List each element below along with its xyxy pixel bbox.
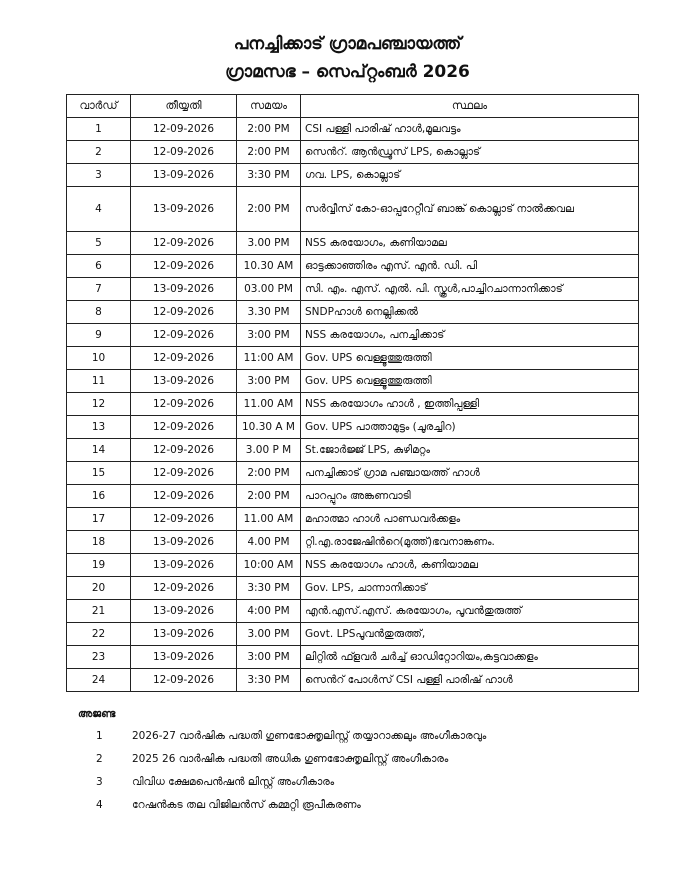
venue-cell: CSI പള്ളി പാരിഷ് ഹാൾ,മൂലവട്ടം bbox=[301, 118, 639, 141]
ward-cell: 8 bbox=[67, 301, 131, 324]
venue-cell: St.ജോർജ്ജ് LPS, കുഴിമറ്റം bbox=[301, 439, 639, 462]
agenda-item-text: 2026-27 വാർഷിക പദ്ധതി ഗുണഭോക്തൃലിസ്റ്റ് തയ്യാറാക്കലും അംഗീകാരവും bbox=[132, 730, 487, 742]
venue-cell: SNDPഹാൾ നെല്ലിക്കൽ bbox=[301, 301, 639, 324]
date-cell: 12-09-2026 bbox=[131, 439, 237, 462]
ward-cell: 24 bbox=[67, 669, 131, 692]
time-cell: 3.00 PM bbox=[237, 623, 301, 646]
time-cell: 10.30 A M bbox=[237, 416, 301, 439]
table-row bbox=[67, 347, 639, 370]
venue-cell: പനച്ചിക്കാട് ഗ്രാമ പഞ്ചായത്ത് ഹാൾ bbox=[301, 462, 639, 485]
table-row bbox=[67, 600, 639, 623]
ward-cell: 17 bbox=[67, 508, 131, 531]
venue-cell: NSS കരയോഗം ഹാൾ , ഇത്തിപ്പള്ളി bbox=[301, 393, 639, 416]
date-cell: 13-09-2026 bbox=[131, 187, 237, 232]
date-cell: 12-09-2026 bbox=[131, 324, 237, 347]
venue-cell: എൻ.എസ്.എസ്. കരയോഗം, പൂവൻതുരുത്ത് bbox=[301, 600, 639, 623]
table-row bbox=[67, 370, 639, 393]
time-cell: 3:00 PM bbox=[237, 324, 301, 347]
ward-cell: 23 bbox=[67, 646, 131, 669]
time-cell: 2:00 PM bbox=[237, 187, 301, 232]
time-cell: 3.00 PM bbox=[237, 232, 301, 255]
time-cell: 2:00 PM bbox=[237, 141, 301, 164]
table-row bbox=[67, 393, 639, 416]
time-cell: 4.00 PM bbox=[237, 531, 301, 554]
time-cell: 3:30 PM bbox=[237, 577, 301, 600]
venue-cell: സർവ്വീസ് കോ-ഓപ്പറേറ്റീവ് ബാങ്ക് കൊല്ലാട് നാൽക്കവല bbox=[301, 187, 639, 232]
time-cell: 03.00 PM bbox=[237, 278, 301, 301]
venue-cell: റ്റി.എ.രാജേഷിൻറെ(മുത്ത്)ഭവനാങ്കണം. bbox=[301, 531, 639, 554]
ward-cell: 20 bbox=[67, 577, 131, 600]
table-row bbox=[67, 164, 639, 187]
venue-cell: Gov. UPS വെള്ളൂത്തുരുത്തി bbox=[301, 347, 639, 370]
ward-cell: 15 bbox=[67, 462, 131, 485]
agenda-item-text: വിവിധ ക്ഷേമപെൻഷൻ ലിസ്റ്റ് അംഗീകാരം bbox=[132, 776, 335, 788]
table-row bbox=[67, 141, 639, 164]
ward-cell: 6 bbox=[67, 255, 131, 278]
ward-cell: 4 bbox=[67, 187, 131, 232]
date-cell: 13-09-2026 bbox=[131, 370, 237, 393]
time-cell: 3.00 P M bbox=[237, 439, 301, 462]
ward-cell: 5 bbox=[67, 232, 131, 255]
table-row bbox=[67, 278, 639, 301]
ward-cell: 21 bbox=[67, 600, 131, 623]
time-cell: 3:30 PM bbox=[237, 164, 301, 187]
table-row bbox=[67, 416, 639, 439]
table-row bbox=[67, 118, 639, 141]
venue-cell: Govt. LPSപൂവൻതുരുത്ത്, bbox=[301, 623, 639, 646]
table-header-row bbox=[67, 95, 639, 118]
venue-cell: സി. എം. എസ്. എൽ. പി. സ്കൂൾ,പാച്ചിറചാന്നാനിക്കാട് bbox=[301, 278, 639, 301]
ward-cell: 7 bbox=[67, 278, 131, 301]
table-row bbox=[67, 531, 639, 554]
date-cell: 12-09-2026 bbox=[131, 416, 237, 439]
date-cell: 12-09-2026 bbox=[131, 255, 237, 278]
table-row bbox=[67, 232, 639, 255]
table-row bbox=[67, 646, 639, 669]
ward-cell: 16 bbox=[67, 485, 131, 508]
venue-cell: മഹാത്മാ ഹാൾ പാണ്ഡവർക്കളം bbox=[301, 508, 639, 531]
table-row bbox=[67, 623, 639, 646]
table-row bbox=[67, 439, 639, 462]
column-header-venue: സ്ഥലം bbox=[301, 95, 639, 118]
date-cell: 12-09-2026 bbox=[131, 232, 237, 255]
column-header-date: തീയ്യതി bbox=[131, 95, 237, 118]
venue-cell: Gov. LPS, ചാന്നാനിക്കാട് bbox=[301, 577, 639, 600]
agenda-item-number: 3 bbox=[96, 776, 103, 788]
agenda-item-number: 2 bbox=[96, 753, 103, 765]
table-row bbox=[67, 577, 639, 600]
venue-cell: NSS കരയോഗം ഹാൾ, കണിയാമല bbox=[301, 554, 639, 577]
ward-cell: 22 bbox=[67, 623, 131, 646]
time-cell: 11:00 AM bbox=[237, 347, 301, 370]
ward-cell: 12 bbox=[67, 393, 131, 416]
time-cell: 4:00 PM bbox=[237, 600, 301, 623]
venue-cell: Gov. UPS പാത്താമുട്ടം (ചൂരച്ചിറ) bbox=[301, 416, 639, 439]
date-cell: 13-09-2026 bbox=[131, 531, 237, 554]
page-title: പനച്ചിക്കാട് ഗ്രാമപഞ്ചായത്ത് bbox=[233, 34, 462, 54]
date-cell: 12-09-2026 bbox=[131, 508, 237, 531]
venue-cell: NSS കരയോഗം, പനച്ചിക്കാട് bbox=[301, 324, 639, 347]
time-cell: 10:00 AM bbox=[237, 554, 301, 577]
table-row bbox=[67, 324, 639, 347]
date-cell: 12-09-2026 bbox=[131, 669, 237, 692]
time-cell: 2:00 PM bbox=[237, 118, 301, 141]
date-cell: 12-09-2026 bbox=[131, 301, 237, 324]
date-cell: 13-09-2026 bbox=[131, 623, 237, 646]
ward-cell: 1 bbox=[67, 118, 131, 141]
ward-cell: 2 bbox=[67, 141, 131, 164]
venue-cell: സെൻറ്. ആൻഡ്രൂസ് LPS, കൊല്ലാട് bbox=[301, 141, 639, 164]
ward-cell: 3 bbox=[67, 164, 131, 187]
date-cell: 13-09-2026 bbox=[131, 278, 237, 301]
venue-cell: സെൻറ് പോൾസ് CSI പള്ളി പാരിഷ് ഹാൾ bbox=[301, 669, 639, 692]
venue-cell: Gov. UPS വെള്ളൂത്തുരുത്തി bbox=[301, 370, 639, 393]
time-cell: 11.00 AM bbox=[237, 393, 301, 416]
time-cell: 3:00 PM bbox=[237, 370, 301, 393]
date-cell: 12-09-2026 bbox=[131, 577, 237, 600]
table-row bbox=[67, 508, 639, 531]
table-row bbox=[67, 485, 639, 508]
date-cell: 13-09-2026 bbox=[131, 646, 237, 669]
schedule-table bbox=[66, 94, 639, 692]
venue-cell: ലിറ്റിൽ ഫ്ളവർ ചർച്ച് ഓഡിറ്റോറിയം,കട്ടവാക്കളം bbox=[301, 646, 639, 669]
table-row bbox=[67, 669, 639, 692]
table-row bbox=[67, 462, 639, 485]
table-row bbox=[67, 554, 639, 577]
date-cell: 12-09-2026 bbox=[131, 393, 237, 416]
ward-cell: 13 bbox=[67, 416, 131, 439]
time-cell: 11.00 AM bbox=[237, 508, 301, 531]
table-row bbox=[67, 187, 639, 232]
ward-cell: 19 bbox=[67, 554, 131, 577]
time-cell: 3:00 PM bbox=[237, 646, 301, 669]
date-cell: 13-09-2026 bbox=[131, 600, 237, 623]
time-cell: 2:00 PM bbox=[237, 485, 301, 508]
date-cell: 12-09-2026 bbox=[131, 462, 237, 485]
venue-cell: NSS കരയോഗം, കണിയാമല bbox=[301, 232, 639, 255]
date-cell: 13-09-2026 bbox=[131, 164, 237, 187]
date-cell: 12-09-2026 bbox=[131, 141, 237, 164]
time-cell: 10.30 AM bbox=[237, 255, 301, 278]
table-row bbox=[67, 255, 639, 278]
ward-cell: 11 bbox=[67, 370, 131, 393]
venue-cell: ഗവ. LPS, കൊല്ലാട് bbox=[301, 164, 639, 187]
time-cell: 3.30 PM bbox=[237, 301, 301, 324]
date-cell: 13-09-2026 bbox=[131, 554, 237, 577]
venue-cell: ഓട്ടക്കാഞ്ഞിരം എസ്. എൻ. ഡി. പി bbox=[301, 255, 639, 278]
agenda-item-text: 2025 26 വാർഷിക പദ്ധതി അധിക ഗുണഭോക്തൃലിസ്റ്റ് അംഗീകാരം bbox=[132, 753, 449, 765]
agenda-heading: അജണ്ട bbox=[78, 708, 116, 720]
agenda-item-number: 4 bbox=[96, 799, 103, 811]
date-cell: 12-09-2026 bbox=[131, 347, 237, 370]
ward-cell: 14 bbox=[67, 439, 131, 462]
venue-cell: പാറപ്പുറം അങ്കണവാടി bbox=[301, 485, 639, 508]
ward-cell: 18 bbox=[67, 531, 131, 554]
time-cell: 3:30 PM bbox=[237, 669, 301, 692]
agenda-item-number: 1 bbox=[96, 730, 103, 742]
column-header-time: സമയം bbox=[237, 95, 301, 118]
table-row bbox=[67, 301, 639, 324]
agenda-item-text: റേഷൻകട തല വിജിലൻസ് കമ്മറ്റി രൂപീകരണം bbox=[132, 799, 361, 811]
ward-cell: 10 bbox=[67, 347, 131, 370]
date-cell: 12-09-2026 bbox=[131, 485, 237, 508]
ward-cell: 9 bbox=[67, 324, 131, 347]
time-cell: 2:00 PM bbox=[237, 462, 301, 485]
date-cell: 12-09-2026 bbox=[131, 118, 237, 141]
column-header-ward: വാർഡ് bbox=[67, 95, 131, 118]
page-subtitle: ഗ്രാമസഭ – സെപ്റ്റംബർ 2026 bbox=[225, 62, 470, 82]
